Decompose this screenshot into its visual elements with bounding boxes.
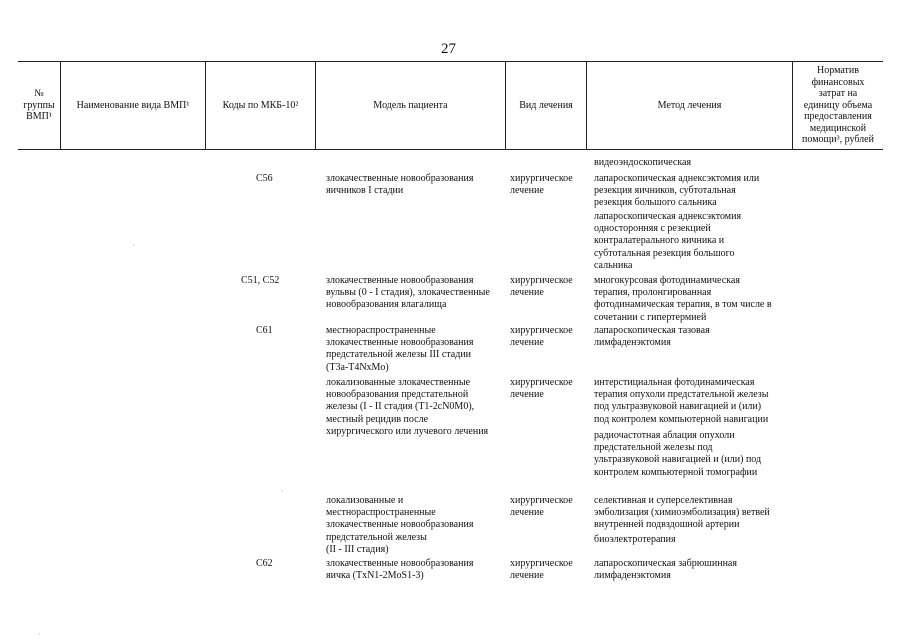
icd-code-cell: C51, C52 bbox=[241, 275, 280, 286]
scan-speck: · bbox=[132, 241, 135, 250]
treatment-type-cell: хирургическое лечение bbox=[510, 377, 573, 401]
header-icd-codes: Коды по МКБ-10² bbox=[206, 62, 316, 149]
treatment-type-cell: хирургическое лечение bbox=[510, 325, 573, 349]
method-cell: лапароскопическая забрюшинная лимфаденэктомия bbox=[594, 558, 737, 582]
page-number: 27 bbox=[441, 41, 456, 57]
method-cell: лапароскопическая тазовая лимфаденэктомия bbox=[594, 325, 710, 349]
icd-code-cell: C56 bbox=[256, 173, 273, 184]
method-cell: лапароскопическая аднексэктомия или резекция яичников, субтотальная резекция большого сальника bbox=[594, 173, 760, 209]
icd-code-cell: C62 bbox=[256, 558, 273, 569]
header-patient-model: Модель пациента bbox=[316, 62, 506, 149]
patient-model-cell: локализованные злокачественные новообразования предстательной железы (I - II стадия (T1-2cN0M0), местный рецидив после хирургического или лучевого лечения bbox=[326, 377, 489, 437]
table-header bbox=[18, 61, 883, 150]
method-cell: селективная и суперселективная эмболизация (химиоэмболизация) ветвей внутренней подвздошной артерии bbox=[594, 495, 770, 531]
treatment-type-cell: хирургическое лечение bbox=[510, 275, 573, 299]
patient-model-cell: локализованные и местнораспространенные злокачественные новообразования предстательной железы (II - III стадия) bbox=[326, 495, 474, 555]
scan-speck: · bbox=[38, 630, 41, 639]
scan-speck: · bbox=[281, 487, 284, 496]
patient-model-cell: злокачественные новообразования яичников I стадии bbox=[326, 173, 474, 197]
method-cell: многокурсовая фотодинамическая терапия, пролонгированная фотодинамическая терапия, в том числе в сочетании с гипертермией bbox=[594, 275, 772, 323]
header-treatment-type: Вид лечения bbox=[506, 62, 587, 149]
treatment-type-cell: хирургическое лечение bbox=[510, 173, 573, 197]
header-cost-standard: Норматив финансовых затрат на единицу объема предоставления медицинской помощи³, рублей bbox=[802, 65, 874, 146]
patient-model-cell: местнораспространенные злокачественные новообразования предстательной железы III стадии (T3a-T4NxMo) bbox=[326, 325, 474, 373]
header-vmp-name: Наименование вида ВМП¹ bbox=[61, 62, 206, 149]
method-cell: радиочастотная аблация опухоли предстательной железы под ультразвуковой навигацией и (или) под контролем компьютерной томографии bbox=[594, 430, 762, 478]
header-group-number: № группы ВМП¹ bbox=[18, 62, 61, 149]
icd-code-cell: C61 bbox=[256, 325, 273, 336]
patient-model-cell: злокачественные новообразования яичка (TxN1-2MoS1-3) bbox=[326, 558, 474, 582]
method-cell: интерстициальная фотодинамическая терапия опухоли предстательной железы под ультразвуковой навигацией и (или) под контролем компьютерной навигации bbox=[594, 377, 769, 425]
method-cell: лапароскопическая аднексэктомия односторонняя с резекцией контралатерального яичника и субтотальная резекция большого сальника bbox=[594, 211, 742, 271]
treatment-type-cell: хирургическое лечение bbox=[510, 558, 573, 582]
method-cell: видеоэндоскопическая bbox=[594, 157, 692, 168]
treatment-type-cell: хирургическое лечение bbox=[510, 495, 573, 519]
patient-model-cell: злокачественные новообразования вульвы (0 - I стадия), злокачественные новообразования влагалища bbox=[326, 275, 490, 311]
method-cell: биоэлектротерапия bbox=[594, 534, 676, 545]
header-treatment-method: Метод лечения bbox=[587, 62, 793, 149]
